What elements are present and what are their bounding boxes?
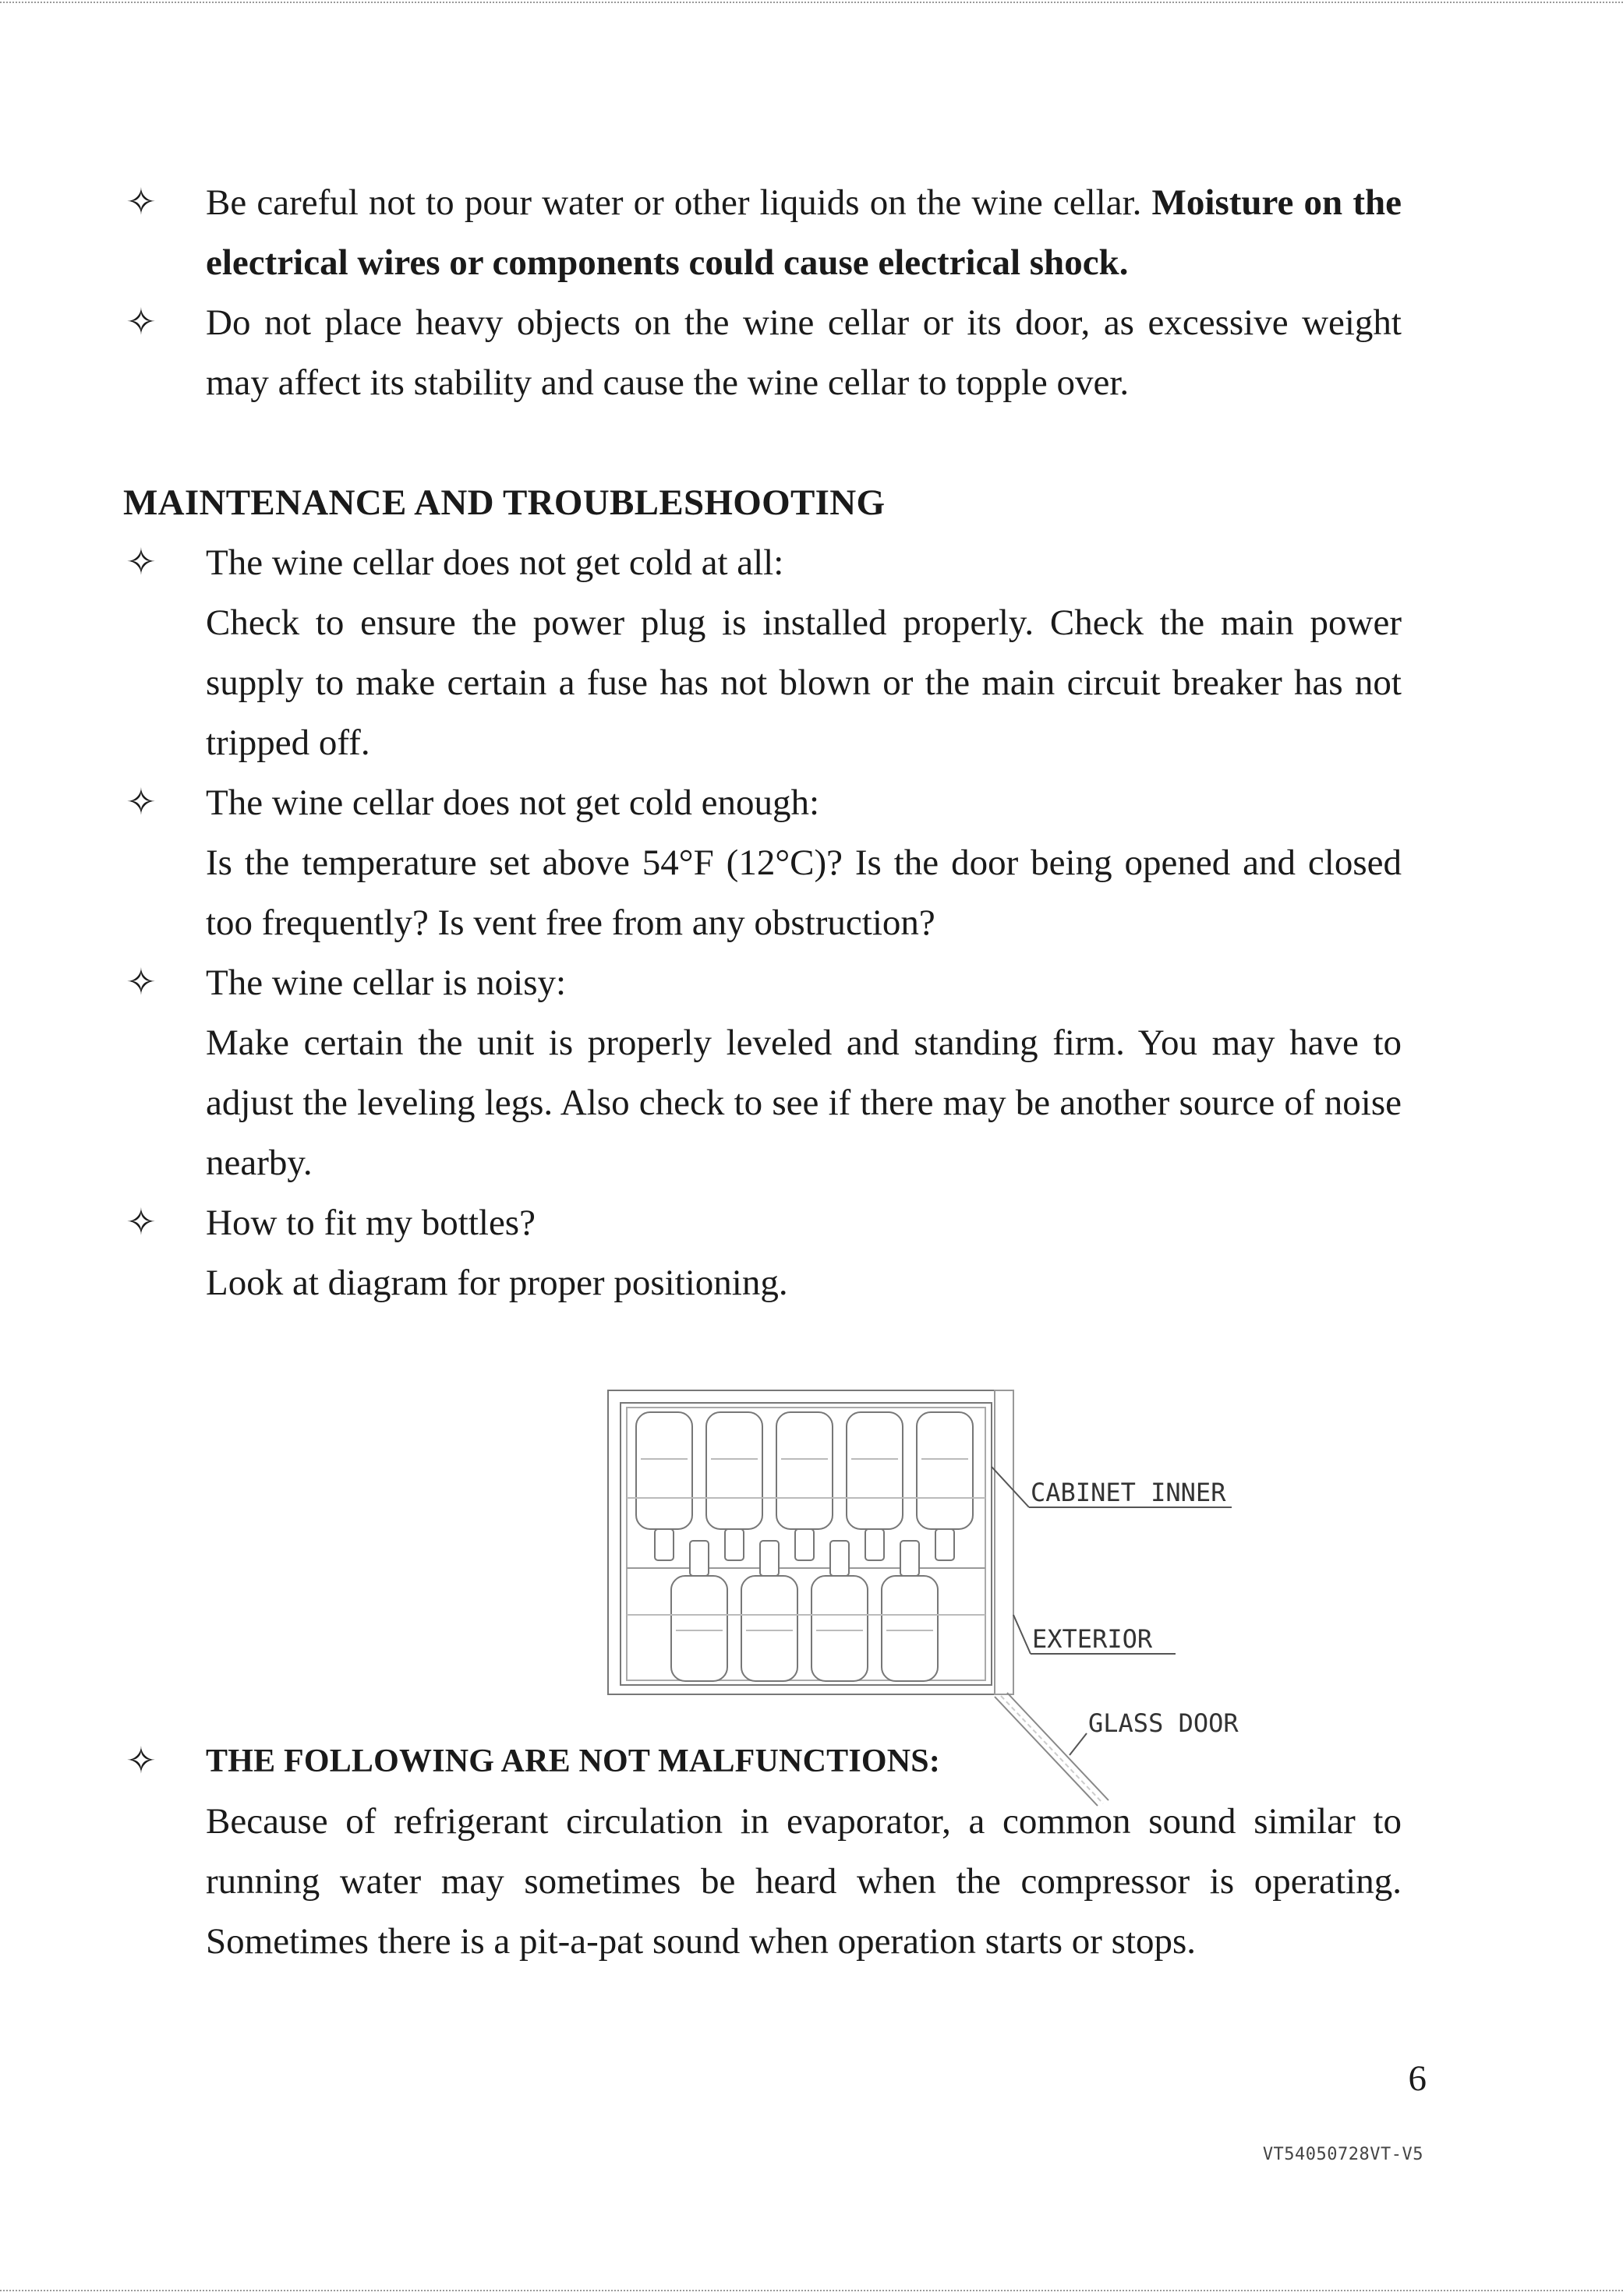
diagram-bottom-bottle-row [671,1541,938,1681]
manual-body [123,173,1402,1313]
leader-line-cabinet-inner [992,1467,1029,1507]
diagram-bottle [741,1541,797,1681]
troubleshooting-answer: Make certain the unit is properly leveled and standing firm. You may have to adjust the leveling legs. Also check to see if there may be another source of noise nearby. [206,1023,1402,1183]
document-code: VT54050728VT-V5 [1262,2145,1423,2164]
diagram-bottle [706,1412,762,1560]
diagram-bottle [636,1412,692,1560]
safety-item-liquids [123,173,1402,293]
troubleshooting-question: The wine cellar does not get cold at all: [206,542,784,583]
troubleshooting-question: How to fit my bottles? [206,1203,536,1243]
diagram-bottle [776,1412,833,1560]
diagram-cabinet-exterior-right [995,1390,1013,1694]
troubleshooting-answer: Check to ensure the power plug is installed properly. Check the main power supply to make certain a fuse has not blown or the main circuit breaker has not tripped off. [206,602,1402,763]
label-cabinet-inner: CABINET INNER [1031,1478,1226,1507]
diagram-bottle [671,1541,727,1681]
label-glass-door: GLASS DOOR [1088,1708,1239,1738]
troubleshooting-question: The wine cellar does not get cold enough: [206,782,819,823]
diagram-bottle [917,1412,973,1560]
safety-item-heavy-objects-text: Do not place heavy objects on the wine cellar or its door, as excessive weight may affect its stability and cause the wine cellar to topple over. [206,302,1402,403]
bullet-star-icon: ✧ [126,302,157,343]
bullet-star-icon: ✧ [126,182,157,223]
bullet-star-icon: ✧ [126,542,157,583]
diagram-top-bottle-row [636,1412,973,1560]
not-malfunctions-title: THE FOLLOWING ARE NOT MALFUNCTIONS: [206,1743,941,1779]
bullet-star-icon: ✧ [126,782,157,823]
troubleshooting-item-not-cold-enough [123,773,1402,953]
troubleshooting-question: The wine cellar is noisy: [206,963,567,1003]
bullet-star-icon: ✧ [126,963,157,1003]
safety-item-liquids-warning: Moisture on the electrical wires or components could cause electrical shock. [206,182,1402,283]
leader-line-exterior [1013,1615,1031,1654]
diagram-bottle [812,1541,868,1681]
page-number: 6 [1408,2058,1427,2099]
troubleshooting-answer: Look at diagram for proper positioning. [206,1263,788,1303]
safety-item-heavy-objects [123,293,1402,413]
troubleshooting-item-noisy [123,953,1402,1193]
section-heading: MAINTENANCE AND TROUBLESHOOTING [123,482,886,523]
safety-item-liquids-text: Be careful not to pour water or other liquids on the wine cellar. [206,182,1142,223]
page-top-edge [0,2,1623,3]
troubleshooting-answer: Is the temperature set above 54°F (12°C)? Is the door being opened and closed too frequently? Is vent free from any obstruction? [206,842,1402,943]
troubleshooting-item-fit-bottles [123,1193,1402,1313]
diagram-bottle [847,1412,903,1560]
not-malfunctions-section [123,1732,1402,1972]
diagram-bottle [882,1541,938,1681]
bullet-star-icon: ✧ [126,1203,157,1243]
page-bottom-edge [0,2290,1623,2291]
not-malfunctions-item [123,1732,1402,1972]
label-exterior: EXTERIOR [1032,1624,1153,1654]
bullet-star-icon: ✧ [126,1741,157,1782]
not-malfunctions-text: Because of refrigerant circulation in evaporator, a common sound similar to running water may sometimes be heard when the compressor is operating. Sometimes there is a pit-a-pat sound when operation starts or stops. [206,1801,1402,1962]
troubleshooting-item-not-cold [123,533,1402,773]
